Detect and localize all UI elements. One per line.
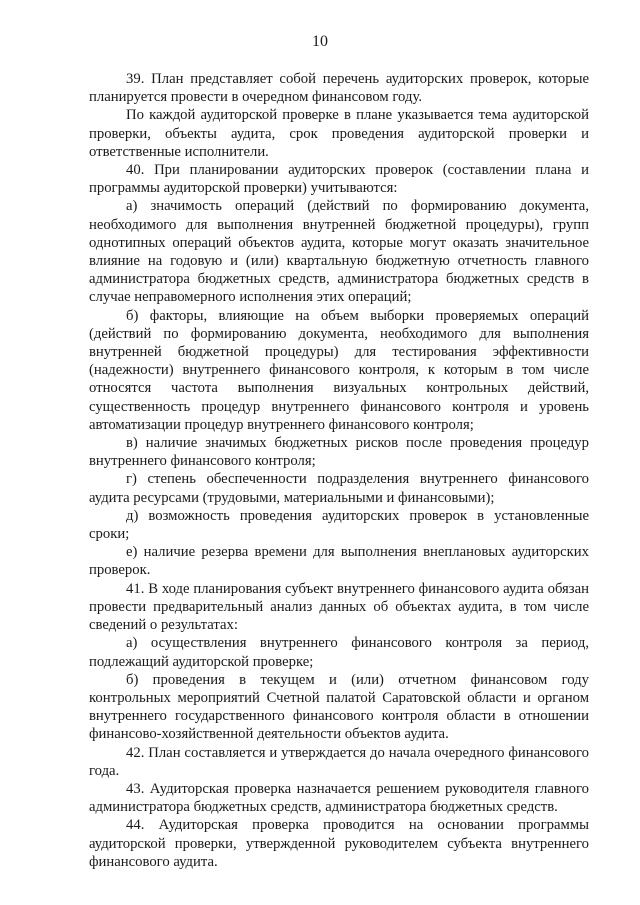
paragraph-39-details: По каждой аудиторской проверке в плане указывается тема аудиторской проверки, объекты аудита, срок проведения аудиторской проверки и ответственные исполнители. <box>89 107 589 160</box>
paragraph-40-v: в) наличие значимых бюджетных рисков после проведения процедур внутреннего финансового контроля; <box>89 435 589 470</box>
paragraph-40-a: а) значимость операций (действий по формированию документа, необходимого для выполнения внутренней бюджетной процедуры), групп однотипных операций объектов аудита, которые могут оказать значительное влияние на годовую и (или) квартальную бюджетную отчетность главного администратора бюджетных средств, администратора бюджетных средств в случае неправомерного исполнения этих операций; <box>89 198 589 306</box>
paragraph-42: 42. План составляется и утверждается до начала очередного финансового года. <box>89 744 589 779</box>
paragraph-41-b: б) проведения в текущем и (или) отчетном финансовом году контрольных мероприятий Счетной палатой Саратовской области и органом внутреннего государственного финансового контроля области в отношении финансово-хозяйственной деятельности объектов аудита. <box>89 671 589 743</box>
page-number: 10 <box>312 33 328 50</box>
paragraph-40-b: б) факторы, влияющие на объем выборки проверяемых операций (действий по формированию документа, необходимого для выполнения внутренней бюджетной процедуры) для тестирования эффективности (надежности) внутреннего финансового контроля, к которым в том числе относятся частота выполнения визуальных контрольных действий, существенность процедур внутреннего финансового контроля и уровень автоматизации процедур внутреннего финансового контроля; <box>89 307 589 433</box>
paragraph-41-a: а) осуществления внутреннего финансового контроля за период, подлежащий аудиторской проверке; <box>89 635 589 670</box>
paragraph-43: 43. Аудиторская проверка назначается решением руководителя главного администратора бюджетных средств, администратора бюджетных средств. <box>89 780 589 816</box>
paragraph-39: 39. План представляет собой перечень аудиторских проверок, которые планируется провести в очередном финансовом году. <box>89 71 589 106</box>
paragraph-40: 40. При планировании аудиторских проверок (составлении плана и программы аудиторской проверки) учитываются: <box>89 162 589 197</box>
paragraph-41: 41. В ходе планирования субъект внутреннего финансового аудита обязан провести предварительный анализ данных об объектах аудита, в том числе сведений о результатах: <box>89 580 589 634</box>
paragraph-40-e: е) наличие резерва времени для выполнения внеплановых аудиторских проверок. <box>89 544 589 579</box>
document-body <box>89 70 589 871</box>
paragraph-44: 44. Аудиторская проверка проводится на основании программы аудиторской проверки, утвержденной руководителем субъекта внутреннего финансового аудита. <box>89 817 589 870</box>
paragraph-40-d: д) возможность проведения аудиторских проверок в установленные сроки; <box>89 507 589 543</box>
paragraph-40-g: г) степень обеспеченности подразделения внутреннего финансового аудита ресурсами (трудовыми, материальными и финансовыми); <box>89 471 589 506</box>
